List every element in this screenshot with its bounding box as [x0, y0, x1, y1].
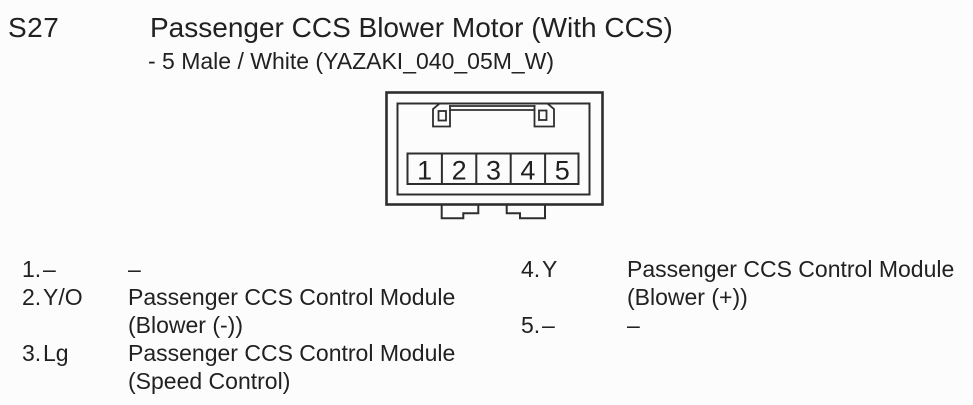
pin-description-line-1: Passenger CCS Control Module: [128, 340, 456, 366]
pin-number: 4.: [521, 256, 541, 282]
pin-description-line-1: Passenger CCS Control Module: [627, 256, 955, 282]
pin-description: [627, 255, 961, 311]
latch-detail: [433, 104, 554, 127]
wire-color-code: Lg: [43, 340, 69, 366]
pin-number: 5.: [521, 312, 541, 338]
pin-description: [128, 283, 492, 339]
wire-color-code: Y: [542, 256, 558, 282]
pin-description: [128, 339, 492, 395]
pin-description: [128, 255, 492, 283]
wire-color-code: –: [43, 256, 56, 282]
pinout-list-right: [521, 255, 961, 339]
wire-color-code: –: [542, 312, 555, 338]
pin-number-1: 1: [417, 155, 433, 186]
latch-hole-left: [439, 111, 447, 121]
pin-row-1: [22, 255, 492, 283]
pin-number: 1.: [22, 256, 42, 282]
pin-number-5: 5: [554, 155, 570, 186]
pin-row-2: [22, 283, 492, 339]
latch-hole-right: [539, 111, 547, 121]
pin-number: 3.: [22, 340, 42, 366]
pin-description-line-2: (Blower (-)): [128, 312, 243, 338]
connector-subtitle: - 5 Male / White (YAZAKI_040_05M_W): [148, 48, 555, 74]
pin-row-5: [521, 311, 961, 339]
pin-number-3: 3: [485, 155, 502, 186]
pin-row-4: [521, 255, 961, 311]
pin-description-line-2: (Speed Control): [128, 368, 291, 394]
pin-description: [627, 311, 961, 339]
pin-description-line-1: –: [627, 312, 640, 338]
pin-description-line-2: (Blower (+)): [627, 284, 748, 310]
pin-description-line-1: Passenger CCS Control Module: [128, 284, 456, 310]
pinout-list-left: [22, 255, 492, 395]
connector-code: S27: [8, 12, 60, 43]
page-title: Passenger CCS Blower Motor (With CCS): [150, 12, 673, 43]
pin-description-line-1: –: [128, 256, 141, 282]
pin-row-3: [22, 339, 492, 395]
connector-diagram: [380, 86, 612, 228]
pin-number-4: 4: [520, 155, 536, 186]
pin-number: 2.: [22, 284, 42, 310]
pin-number-2: 2: [451, 155, 467, 186]
wire-color-code: Y/O: [43, 284, 83, 310]
mounting-tabs: [442, 205, 545, 219]
